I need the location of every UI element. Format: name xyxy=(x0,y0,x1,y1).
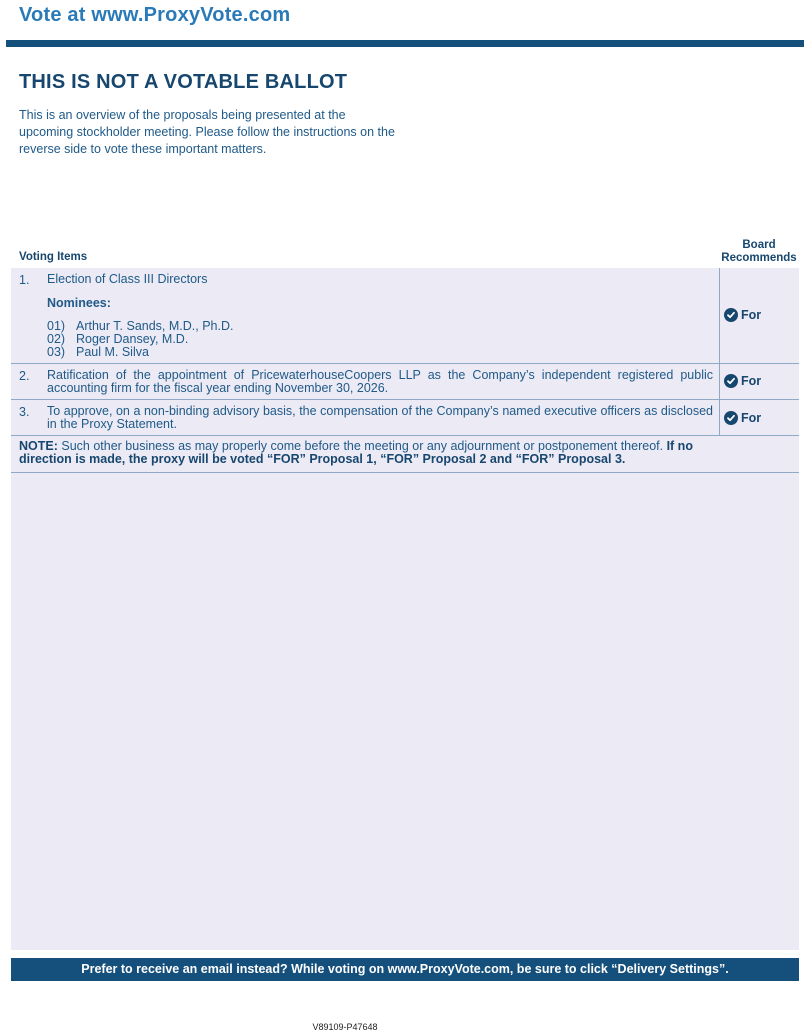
proposal-number: 3. xyxy=(19,405,30,419)
board-recommends-heading xyxy=(718,239,800,265)
board-recommendation-cell xyxy=(719,268,800,363)
proposal-text: Election of Class III Directors xyxy=(47,272,208,286)
proposal-text: To approve, on a non-binding advisory basis, the compensation of the Company’s named executive officers as disclosed in the Proxy Statement. xyxy=(47,404,713,431)
note-label: NOTE: xyxy=(19,439,58,453)
board-recommendation-cell xyxy=(719,364,800,399)
recommendation-label: For xyxy=(741,411,762,425)
nominee-name: Paul M. Silva xyxy=(76,345,149,359)
proposal-text: Ratification of the appointment of PricewaterhouseCoopers LLP as the Company’s independent registered public accounting firm for the fiscal year ending November 30, 2026. xyxy=(47,368,713,395)
board-recommends-line-1: Board xyxy=(742,239,776,251)
check-circle-icon xyxy=(724,308,738,322)
proposal-number: 1. xyxy=(19,273,30,287)
header-rule xyxy=(6,40,804,47)
header-title: Vote at www.ProxyVote.com xyxy=(19,4,291,26)
nominee-number: 03) xyxy=(47,345,66,359)
nominees-heading: Nominees: xyxy=(47,296,111,310)
footer-bar: Prefer to receive an email instead? While voting on www.ProxyVote.com, be sure to click “Delivery Settings”. xyxy=(11,958,799,981)
board-recommendation-cell xyxy=(719,400,800,435)
proposal-row-2 xyxy=(11,364,799,400)
recommendation-label: For xyxy=(741,308,762,322)
voting-items-heading: Voting Items xyxy=(19,251,88,263)
nominee-name: Roger Dansey, M.D. xyxy=(76,332,189,346)
board-recommendation xyxy=(724,411,761,425)
nominee-name: Arthur T. Sands, M.D., Ph.D. xyxy=(76,319,234,333)
recommendation-label: For xyxy=(741,374,762,388)
ballot-intro: This is an overview of the proposals being presented at the upcoming stockholder meeting. Please follow the instructions on the reverse side to vote these important matters. xyxy=(19,108,395,156)
note-text xyxy=(19,440,719,466)
board-recommends-line-2: Recommends xyxy=(721,252,797,264)
nominee-number: 02) xyxy=(47,332,66,346)
nominee-number: 01) xyxy=(47,319,66,333)
document-code: V89109-P47648 xyxy=(312,1022,378,1032)
proposal-number: 2. xyxy=(19,369,30,383)
proposal-row-1 xyxy=(11,268,799,364)
nominee-item xyxy=(47,346,149,359)
board-recommendation xyxy=(724,308,761,322)
proposal-row-3 xyxy=(11,400,799,436)
board-recommendation xyxy=(724,374,761,388)
ballot-title: THIS IS NOT A VOTABLE BALLOT xyxy=(19,71,348,93)
check-circle-icon xyxy=(724,374,738,388)
note-row xyxy=(11,436,799,473)
voting-items-table xyxy=(11,268,799,950)
note-bold-body: If no direction is made, the proxy will be voted “FOR” Proposal 1, “FOR” Proposal 2 and “FOR” Proposal 3. xyxy=(19,439,693,466)
note-body: Such other business as may properly come before the meeting or any adjournment or postponement thereof. xyxy=(57,439,667,453)
check-circle-icon xyxy=(724,411,738,425)
